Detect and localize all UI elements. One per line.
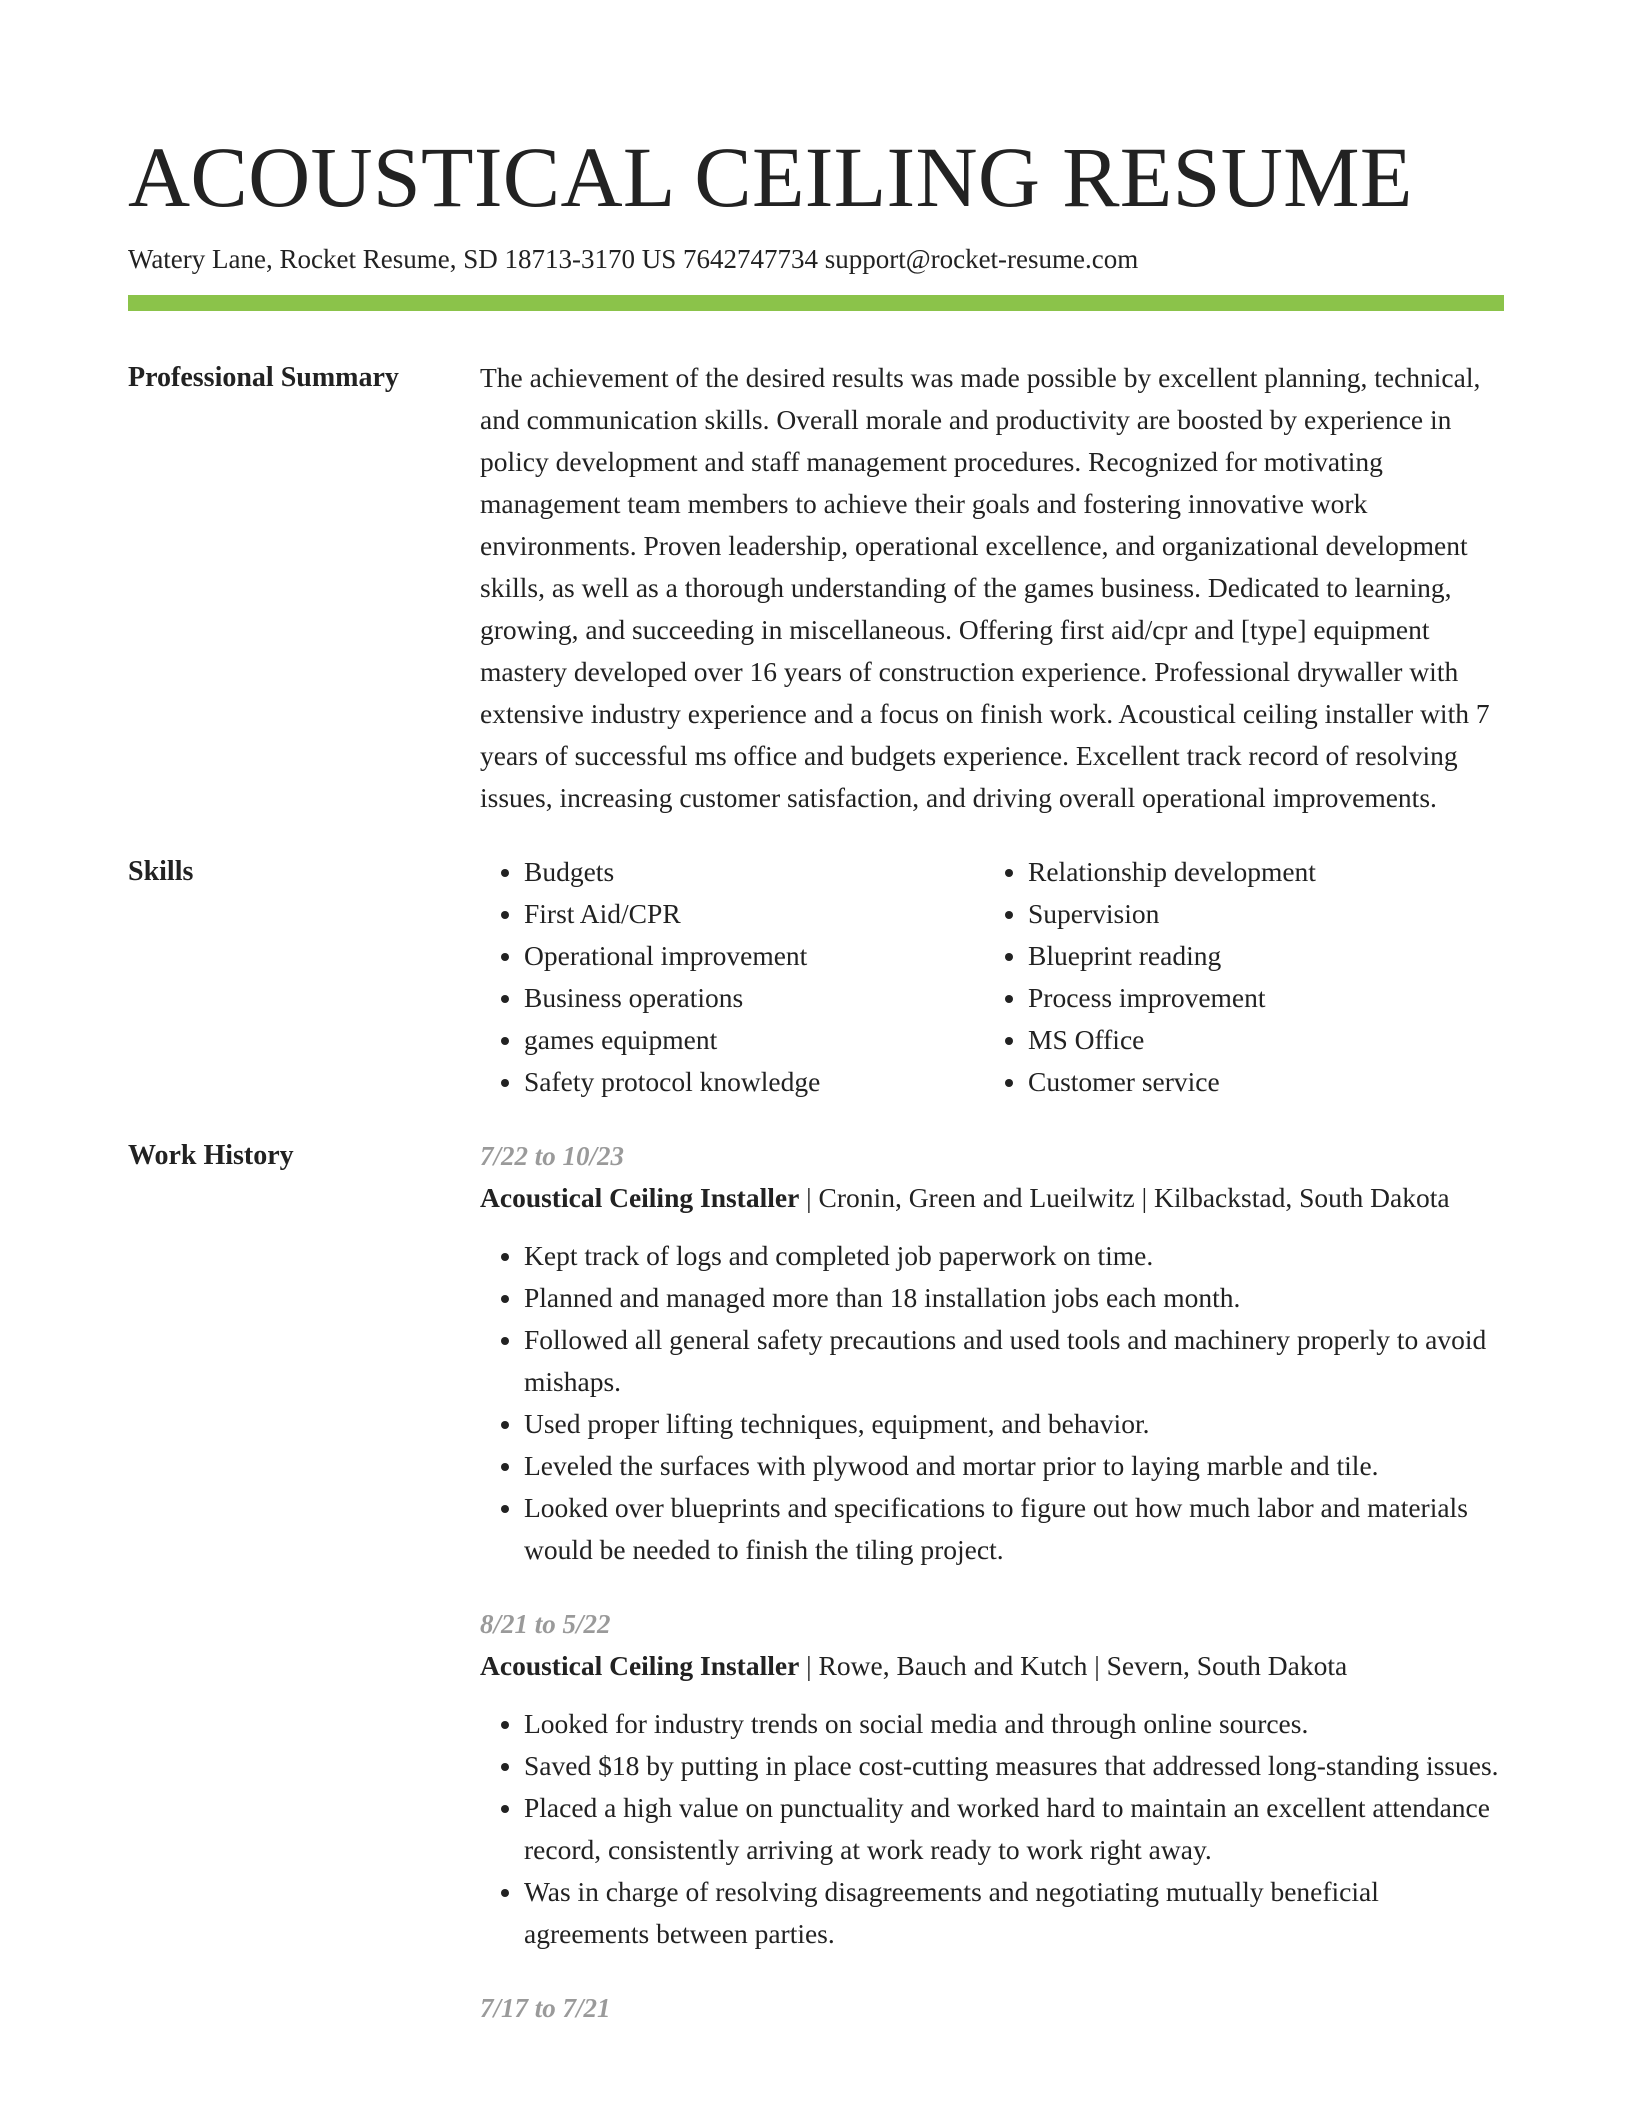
professional-summary-section: [128, 357, 1504, 819]
skill-item: • Operational improvement: [524, 935, 984, 977]
job-title: Acoustical Ceiling Installer: [480, 1182, 800, 1214]
skill-item: • Customer service: [1028, 1061, 1488, 1103]
skill-item: • Business operations: [524, 977, 984, 1019]
duty-item: • Planned and managed more than 18 installation jobs each month.: [524, 1277, 1504, 1319]
duty-item: • Kept track of logs and completed job paperwork on time.: [524, 1235, 1504, 1277]
skill-item: • Safety protocol knowledge: [524, 1061, 984, 1103]
job-title: Acoustical Ceiling Installer: [480, 1650, 800, 1682]
skills-list-right: [984, 851, 1488, 1103]
skill-item: • Budgets: [524, 851, 984, 893]
skill-item: • Process improvement: [1028, 977, 1488, 1019]
duty-item: • Looked for industry trends on social media and through online sources.: [524, 1703, 1504, 1745]
accent-divider: [128, 295, 1504, 311]
section-label-skills: Skills: [128, 856, 194, 888]
resume-title: ACOUSTICAL CEILING RESUME: [128, 129, 1413, 225]
job-employer-location: | Rowe, Bauch and Kutch | Severn, South Dakota: [799, 1650, 1348, 1682]
skill-item: • games equipment: [524, 1019, 984, 1061]
summary-text: The achievement of the desired results was made possible by excellent planning, technical, and communication skills. Overall morale and productivity are boosted by experience in policy development and staff management procedures. Recognized for motivating management team members to achieve their goals and fostering innovative work environments. Proven leadership, operational excellence, and organizational development skills, as well as a thorough understanding of the games business. Dedicated to learning, growing, and succeeding in miscellaneous. Offering first aid/cpr and [type] equipment mastery developed over 16 years of construction experience. Professional drywaller with extensive industry experience and a focus on finish work. Acoustical ceiling installer with 7 years of successful ms office and budgets experience. Excellent track record of resolving issues, increasing customer satisfaction, and driving overall operational improvements.: [480, 362, 1490, 814]
duty-item: • Was in charge of resolving disagreements and negotiating mutually beneficial agreements between parties.: [524, 1871, 1504, 1955]
skill-item: • First Aid/CPR: [524, 893, 984, 935]
section-label-work: Work History: [128, 1140, 294, 1172]
skill-item: • Relationship development: [1028, 851, 1488, 893]
skill-item: • Blueprint reading: [1028, 935, 1488, 977]
duty-item: • Looked over blueprints and specifications to figure out how much labor and materials would be needed to finish the tiling project.: [524, 1487, 1504, 1571]
job-entry: [480, 1603, 1504, 1955]
job-header: [480, 1645, 1504, 1687]
duty-item: • Saved $18 by putting in place cost-cutting measures that addressed long-standing issues.: [524, 1745, 1504, 1787]
duty-item: • Placed a high value on punctuality and worked hard to maintain an excellent attendance record, consistently arriving at work ready to work right away.: [524, 1787, 1504, 1871]
section-label-summary: Professional Summary: [128, 362, 399, 394]
job-dates: 7/22 to 10/23: [480, 1141, 625, 1172]
job-entry: [480, 1987, 1504, 2029]
job-duties-list: [480, 1235, 1504, 1571]
skill-item: • Supervision: [1028, 893, 1488, 935]
skill-item: • MS Office: [1028, 1019, 1488, 1061]
duty-item: • Leveled the surfaces with plywood and mortar prior to laying marble and tile.: [524, 1445, 1504, 1487]
skills-section: [128, 851, 1504, 1103]
job-header: [480, 1177, 1504, 1219]
work-history-section: [128, 1135, 1504, 2061]
job-dates: 7/17 to 7/21: [480, 1993, 611, 2024]
job-employer-location: | Cronin, Green and Lueilwitz | Kilbackstad, South Dakota: [799, 1182, 1450, 1214]
duty-item: • Used proper lifting techniques, equipment, and behavior.: [524, 1403, 1504, 1445]
contact-line: Watery Lane, Rocket Resume, SD 18713-3170 US 7642747734 support@rocket-resume.com: [128, 244, 1139, 274]
job-duties-list: [480, 1703, 1504, 1955]
duty-item: • Followed all general safety precautions and used tools and machinery properly to avoid mishaps.: [524, 1319, 1504, 1403]
job-dates: 8/21 to 5/22: [480, 1609, 611, 1640]
skills-list-left: [480, 851, 984, 1103]
job-entry: [480, 1135, 1504, 1571]
